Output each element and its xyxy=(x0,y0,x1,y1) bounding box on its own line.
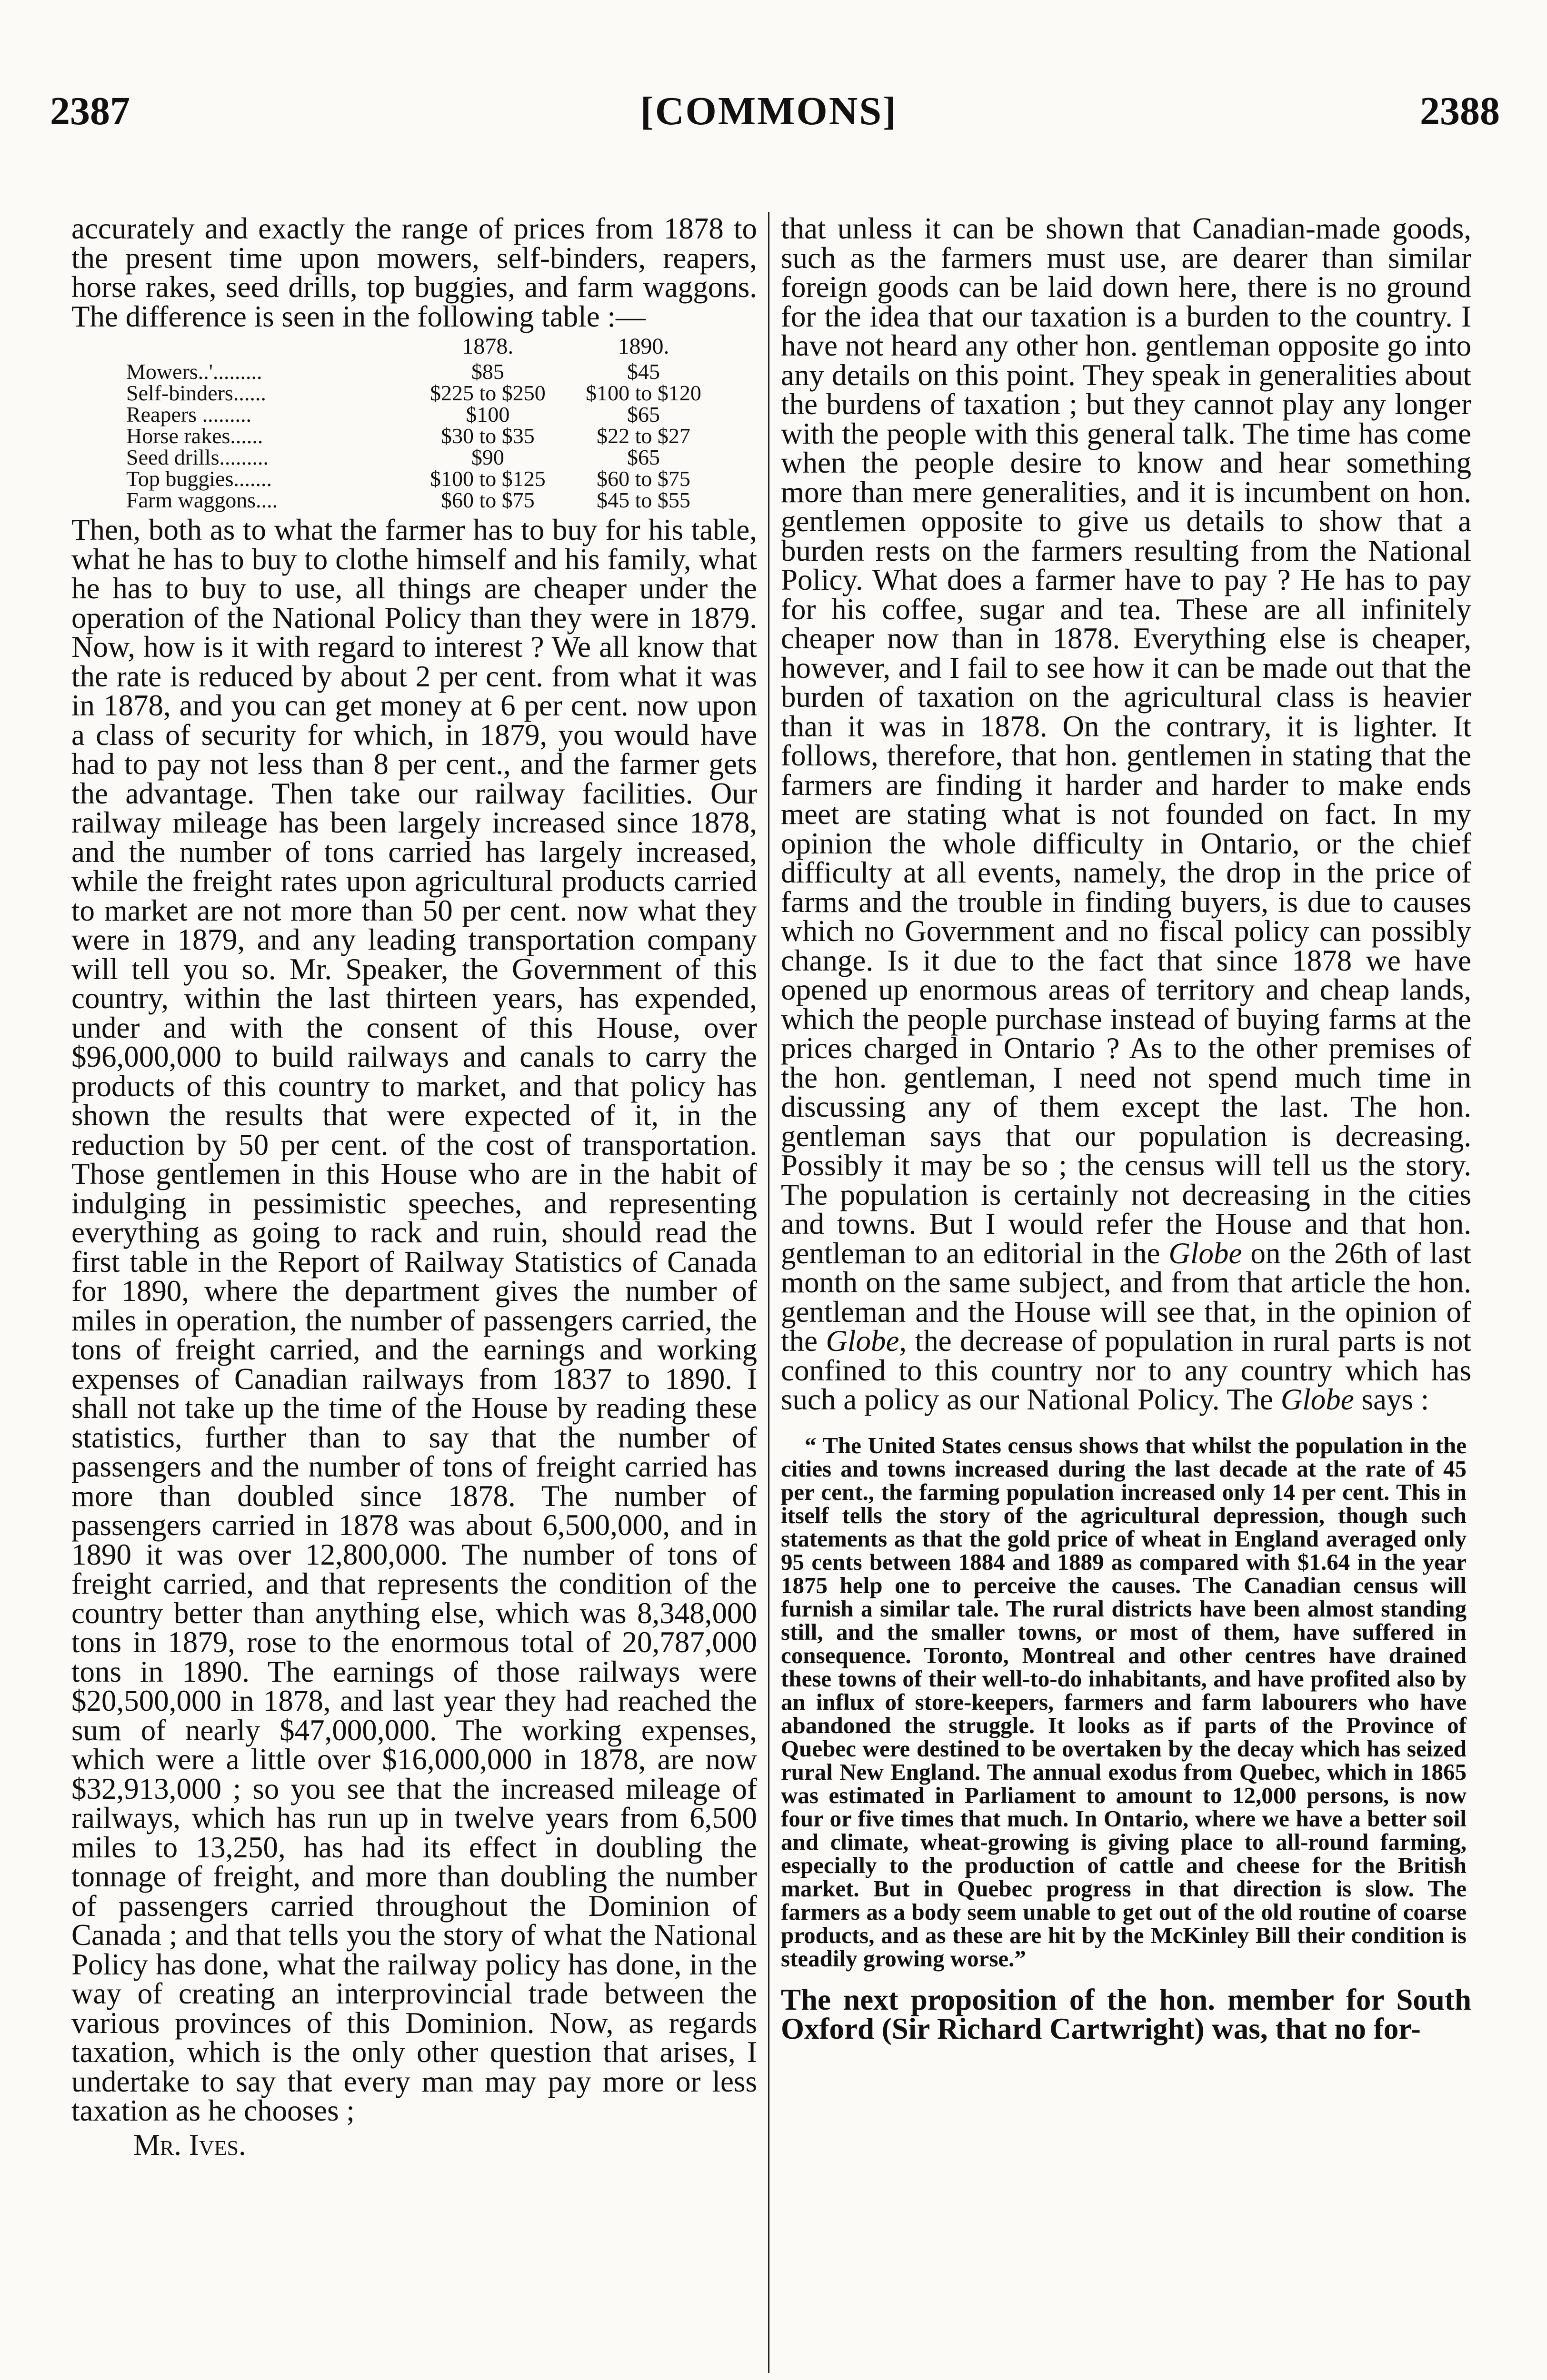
body-paragraph: Then, both as to what the farmer has to buy for his table, what he has to buy to clothe himself and his family, what he has to buy to use, all things are cheaper under the operation of the National Policy than they were in 1879. Now, how is it with regard to interest ? We all know that the rate is reduced by about 2 per cent. from what it was in 1878, and you can get money at 6 per cent. now upon a class of security for which, in 1879, you would have had to pay not less than 8 per cent., and the farmer gets the advantage. Then take our railway facilities. Our railway mileage has been largely increased since 1878, and the number of tons carried has largely increased, while the freight rates upon agricultural products carried to market are not more than 50 per cent. now what they were in 1879, and any leading transportation company will tell you so. Mr. Speaker, the Government of this country, within the last thirteen years, has expended, under and with the consent of this House, over $96,000,000 to build railways and canals to carry the products of this country to market, and that policy has shown the results that were expected of it, in the reduction by 50 per cent. of the cost of transportation. Those gentlemen in this House who are in the habit of indulging in pessimistic speeches, and representing everything as going to rack and ruin, should read the first table in the Report of Railway Statistics of Canada for 1890, where the department gives the number of miles in operation, the number of passengers carried, the tons of freight carried, and the earnings and working expenses of Canadian railways from 1837 to 1890. I shall not take up the time of the House by reading these statistics, further than to say that the number of passengers and the number of tons of freight carried has more than doubled since 1878. The number of passengers carried in 1878 was about 6,500,000, and in 1890 it was over 12,800,000. The number of tons of freight carried, and that represents the condition of the country better than anything else, which was 8,348,000 tons in 1879, rose to the enormous total of 20,787,000 tons in 1890. The earnings of those railways were $20,500,000 in 1878, and last year they had reached the sum of nearly $47,000,000. The working expenses, which were a little over $16,000,000 in 1878, are now $32,913,000 ; so you see that the increased mileage of railways, which has run up in twelve years from 6,500 miles to 13,250, has had its effect in doubling the tonnage of freight, and more than doubling the number of passengers carried throughout the Dominion of Canada ; and that tells you the story of what the National Policy has done, what the railway policy has done, in the way of creating an interprovincial trade between the various provinces of this Dominion. Now, as regards taxation, which is the only other question that arises, I undertake to say that every man may pay more or less taxation as he chooses ; xyxy=(71,513,757,2127)
table-row xyxy=(126,425,721,446)
table-cell-1878: $225 to $250 xyxy=(429,381,546,405)
table-cell-1890: $100 to $120 xyxy=(586,381,701,405)
table-row xyxy=(126,446,721,468)
intro-paragraph: accurately and exactly the range of prices from 1878 to the present time upon mowers, self-binders, reapers, horse rakes, seed drills, top buggies, and farm waggons. The difference is seen in the following table :— xyxy=(71,214,757,333)
table-cell-1878: $90 xyxy=(471,445,504,469)
left-column xyxy=(71,214,757,2380)
price-table-header-cell: 1890. xyxy=(618,334,669,359)
price-table-header-cell: 1878. xyxy=(462,334,514,359)
page-number-right: 2388 xyxy=(1420,89,1500,133)
table-cell-item: Seed drills......... xyxy=(126,445,269,469)
table-cell-item: Horse rakes...... xyxy=(126,424,263,448)
table-cell-1890: $45 to $55 xyxy=(597,488,690,512)
price-table xyxy=(126,335,721,511)
body-paragraph xyxy=(781,214,1471,1415)
table-row xyxy=(126,468,721,489)
table-cell-1878: $100 xyxy=(466,402,510,426)
table-cell-1878: $60 to $75 xyxy=(440,488,535,512)
table-cell-item: Top buggies....... xyxy=(126,466,272,491)
table-cell-item: Mowers..'......... xyxy=(126,359,262,384)
body-paragraph: The next proposition of the hon. member for South Oxford (Sir Richard Cartwright) was, that no for- xyxy=(781,1983,1471,2045)
table-cell-1890: $45 xyxy=(627,359,660,384)
newspaper-name: Globe xyxy=(1280,1383,1354,1416)
column-divider xyxy=(768,212,769,2373)
table-cell-item: Self-binders...... xyxy=(126,381,266,405)
page-number-left: 2387 xyxy=(50,89,130,133)
price-table-header xyxy=(126,335,721,361)
table-cell-1878: $100 to $125 xyxy=(429,466,546,491)
table-cell-1890: $65 xyxy=(627,402,660,426)
table-row xyxy=(126,489,721,511)
newspaper-name: Globe xyxy=(1168,1236,1242,1270)
body-text: says : xyxy=(1361,1383,1429,1416)
table-cell-item: Reapers ......... xyxy=(126,402,252,426)
block-quote xyxy=(781,1434,1467,1970)
table-row xyxy=(126,361,721,382)
speaker-signature: Mr. Ives. xyxy=(133,2128,246,2162)
table-cell-1890: $65 xyxy=(627,445,660,469)
running-title: [COMMONS] xyxy=(640,89,898,133)
table-cell-1890: $22 to $27 xyxy=(597,424,690,448)
table-row xyxy=(126,404,721,425)
table-cell-1878: $30 to $35 xyxy=(440,424,535,448)
body-text: that unless it can be shown that Canadian-made goods, such as the farmers must use, are dearer than similar foreign goods can be laid down here, there is no ground for the idea that our taxation is a burden to the country. I have not heard any other hon. gentleman opposite go into any details on this point. They speak in generalities about the burdens of taxation ; but they cannot play any longer with the people with this general talk. The time has come when the people desire to know and hear something more than mere generalities, and it is incumbent on hon. gentlemen opposite to give us details to show that a burden rests on the farmers resulting from the National Policy. What does a farmer have to pay ? He has to pay for his coffee, sugar and tea. These are all infinitely cheaper now than in 1878. Everything else is cheaper, however, and I fail to see how it can be made out that the burden of taxation on the agricultural class is heavier than it was in 1878. On the contrary, it is lighter. It follows, therefore, that hon. gentlemen in stating that the farmers are finding it harder and harder to make ends meet are stating what is not founded on fact. In my opinion the whole difficulty in Ontario, or the chief difficulty at all events, namely, the drop in the price of farms and the trouble in finding buyers, is due to causes which no Government and no fiscal policy can possibly change. Is it due to the fact that since 1878 we have opened up enormous areas of territory and cheap lands, which the people purchase instead of buying farms at the prices charged in Ontario ? As to the other premises of the hon. gentleman, I need not spend much time in discussing any of them except the last. The hon. gentleman says that our population is decreasing. Possibly it may be so ; the census will tell us the story. The population is certainly not decreasing in the cities and towns. But I would refer the House and that hon. gentleman to an editorial in the xyxy=(781,214,1471,1270)
body-text: , the decrease of population in rural parts is not confined to this country nor to any country which has such a policy as our National Policy. The xyxy=(781,1324,1471,1416)
body-text: on the 26th of last month on the same subject, and from that article the hon. gentleman and the House will see that, in the opinion of the xyxy=(781,1236,1471,1358)
table-row xyxy=(126,382,721,404)
table-cell-item: Farm waggons.... xyxy=(126,488,278,512)
table-cell-1890: $60 to $75 xyxy=(597,466,690,491)
right-column xyxy=(781,214,1471,2380)
newspaper-name: Globe xyxy=(826,1324,899,1358)
price-table-header-cell xyxy=(126,335,410,361)
page-header xyxy=(33,88,1505,145)
quote-text: “ The United States census shows that whilst the population in the cities and towns increased during the last decade at the rate of 45 per cent., the farming population increased only 14 per cent. This in itself tells the story of the agricultural depression, though such statements as that the gold price of wheat in England averaged only 95 cents between 1884 and 1889 as compared with $1.64 in the year 1875 help one to perceive the causes. The Canadian census will furnish a similar tale. The rural districts have been almost standing still, and the smaller towns, or most of them, have suffered in consequence. Toronto, Montreal and other centres have drained these towns of their well-to-do inhabitants, and have profited also by an influx of store-keepers, farmers and farm labourers who have abandoned the struggle. It looks as if parts of the Province of Quebec were destined to be overtaken by the decay which has seized rural New England. The annual exodus from Quebec, which in 1865 was estimated in Parliament to amount to 12,000 persons, is now four or five times that much. In Ontario, where we have a better soil and climate, wheat-growing is giving place to all-round farming, especially to the production of cattle and cheese for the British market. But in Quebec progress in that direction is slow. The farmers as a body seem unable to get out of the old routine of coarse products, and as these are hit by the McKinley Bill their condition is steadily growing worse.” xyxy=(781,1432,1467,1972)
table-cell-1878: $85 xyxy=(471,359,504,384)
